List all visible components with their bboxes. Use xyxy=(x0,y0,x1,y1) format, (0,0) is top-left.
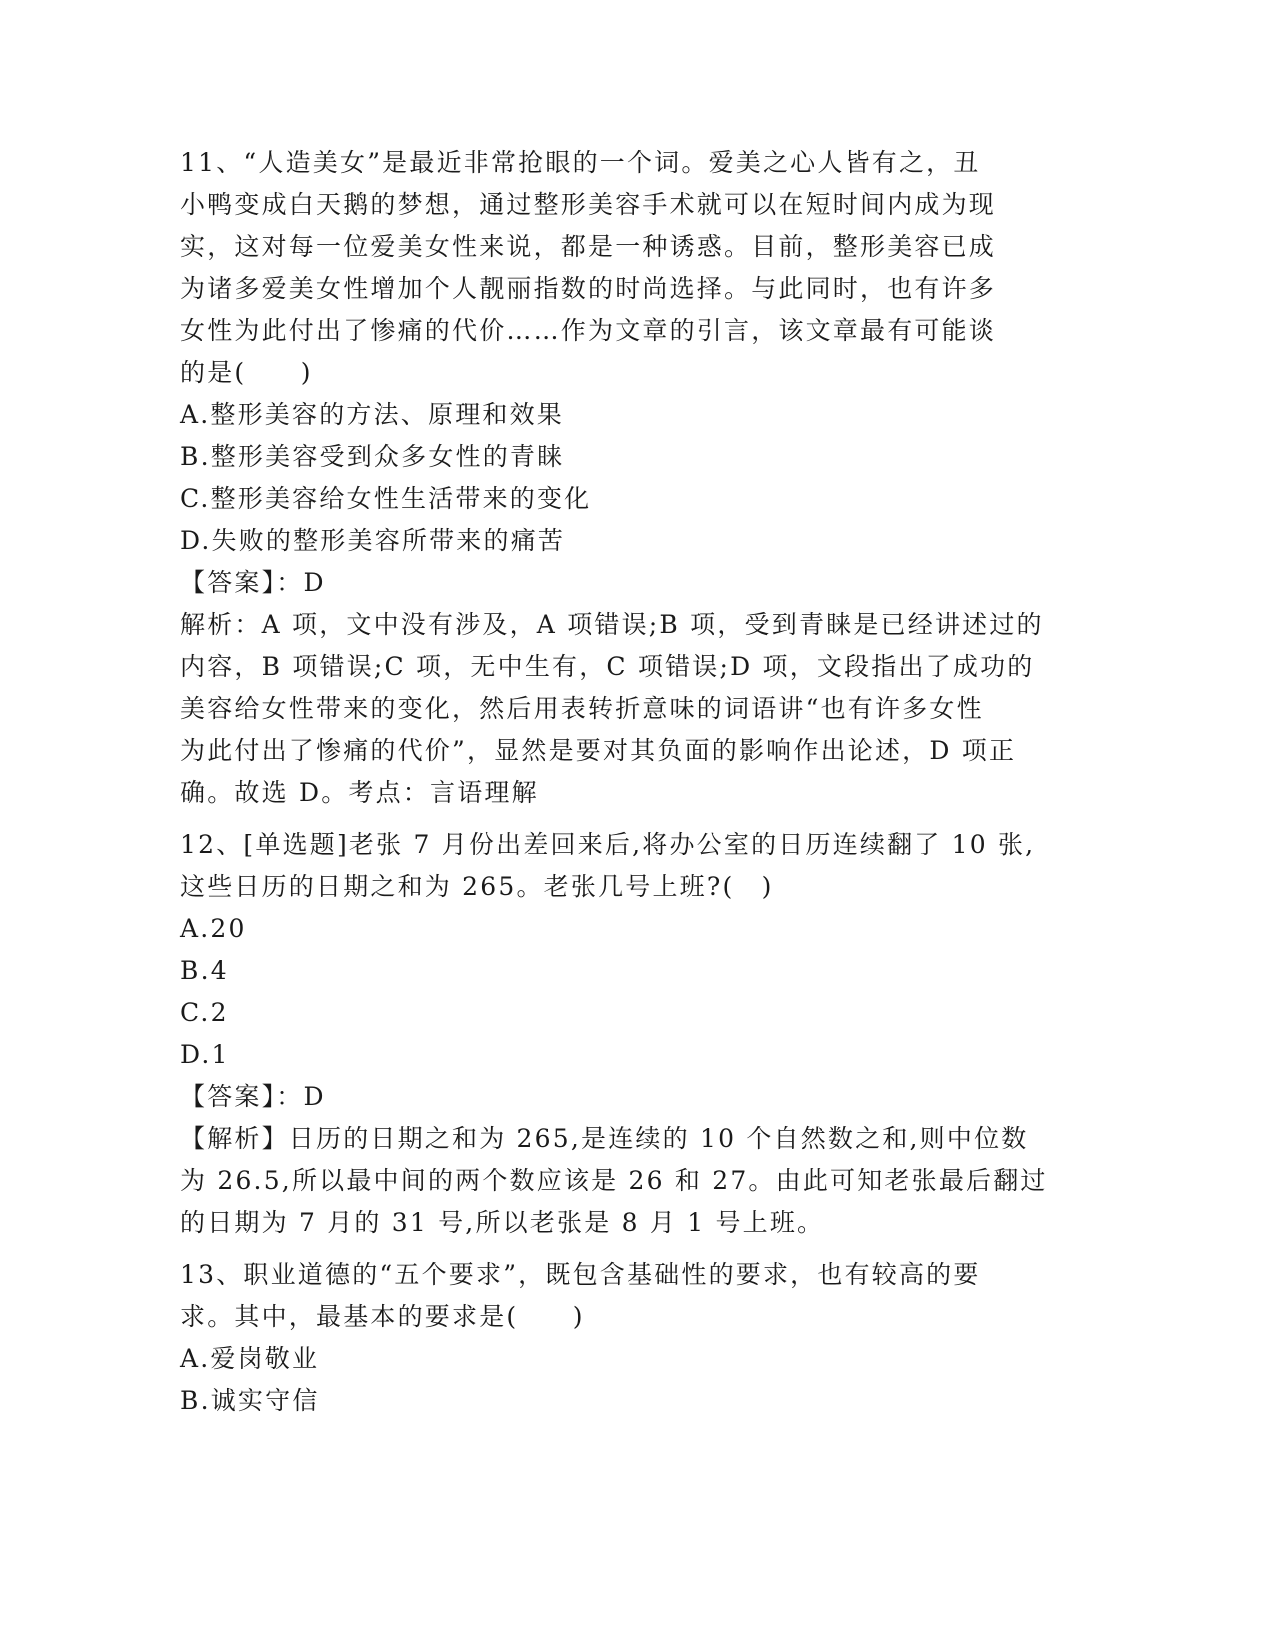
answer-label: 【答案】：D xyxy=(180,568,326,597)
question-separator xyxy=(180,1244,1040,1254)
question-stem-line: 的是( ) xyxy=(180,358,313,387)
question-12 xyxy=(180,824,1048,1244)
analysis-line: 美容给女性带来的变化，然后用表转折意味的词语讲“也有许多女性 xyxy=(180,694,984,723)
analysis-line: 确。故选 D。考点：言语理解 xyxy=(180,778,539,807)
question-stem-line: 13、职业道德的“五个要求”，既包含基础性的要求，也有较高的要 xyxy=(180,1260,981,1289)
question-stem-line: 为诸多爱美女性增加个人靓丽指数的时尚选择。与此同时，也有许多 xyxy=(180,274,997,303)
answer-label: 【答案】：D xyxy=(180,1082,326,1111)
option-b: B.4 xyxy=(180,956,229,985)
analysis-line: 【解析】日历的日期之和为 265,是连续的 10 个自然数之和,则中位数 xyxy=(180,1124,1029,1153)
question-stem-line: 这些日历的日期之和为 265。老张几号上班?( ) xyxy=(180,872,774,901)
question-separator xyxy=(180,814,1040,824)
analysis-line: 为此付出了惨痛的代价”，显然是要对其负面的影响作出论述，D 项正 xyxy=(180,736,1017,765)
question-stem-line: 求。其中，最基本的要求是( ) xyxy=(180,1302,585,1331)
document-page xyxy=(180,142,1048,1422)
option-b: B.诚实守信 xyxy=(180,1386,320,1415)
option-d: D.1 xyxy=(180,1040,230,1069)
analysis-line: 的日期为 7 月的 31 号,所以老张是 8 月 1 号上班。 xyxy=(180,1208,825,1237)
question-11 xyxy=(180,142,1044,814)
option-a: A.整形美容的方法、原理和效果 xyxy=(180,400,565,429)
analysis-line: 为 26.5,所以最中间的两个数应该是 26 和 27。由此可知老张最后翻过 xyxy=(180,1166,1048,1195)
option-c: C.整形美容给女性生活带来的变化 xyxy=(180,484,592,513)
question-stem-line: 小鸭变成白天鹅的梦想，通过整形美容手术就可以在短时间内成为现 xyxy=(180,190,997,219)
question-stem-line: 女性为此付出了惨痛的代价……作为文章的引言，该文章最有可能谈 xyxy=(180,316,997,345)
option-a: A.20 xyxy=(180,914,247,943)
analysis-line: 解析：A 项，文中没有涉及，A 项错误;B 项，受到青睐是已经讲述过的 xyxy=(180,610,1044,639)
question-stem-line: 实，这对每一位爱美女性来说，都是一种诱惑。目前，整形美容已成 xyxy=(180,232,997,261)
option-b: B.整形美容受到众多女性的青睐 xyxy=(180,442,565,471)
question-13 xyxy=(180,1254,1040,1422)
question-stem-line: 12、[单选题]老张 7 月份出差回来后,将办公室的日历连续翻了 10 张, xyxy=(180,830,1036,859)
option-d: D.失败的整形美容所带来的痛苦 xyxy=(180,526,566,555)
option-a: A.爱岗敬业 xyxy=(180,1344,320,1373)
analysis-line: 内容，B 项错误;C 项，无中生有，C 项错误;D 项，文段指出了成功的 xyxy=(180,652,1035,681)
question-stem-line: 11、“人造美女”是最近非常抢眼的一个词。爱美之心人皆有之，丑 xyxy=(180,148,981,177)
option-c: C.2 xyxy=(180,998,229,1027)
